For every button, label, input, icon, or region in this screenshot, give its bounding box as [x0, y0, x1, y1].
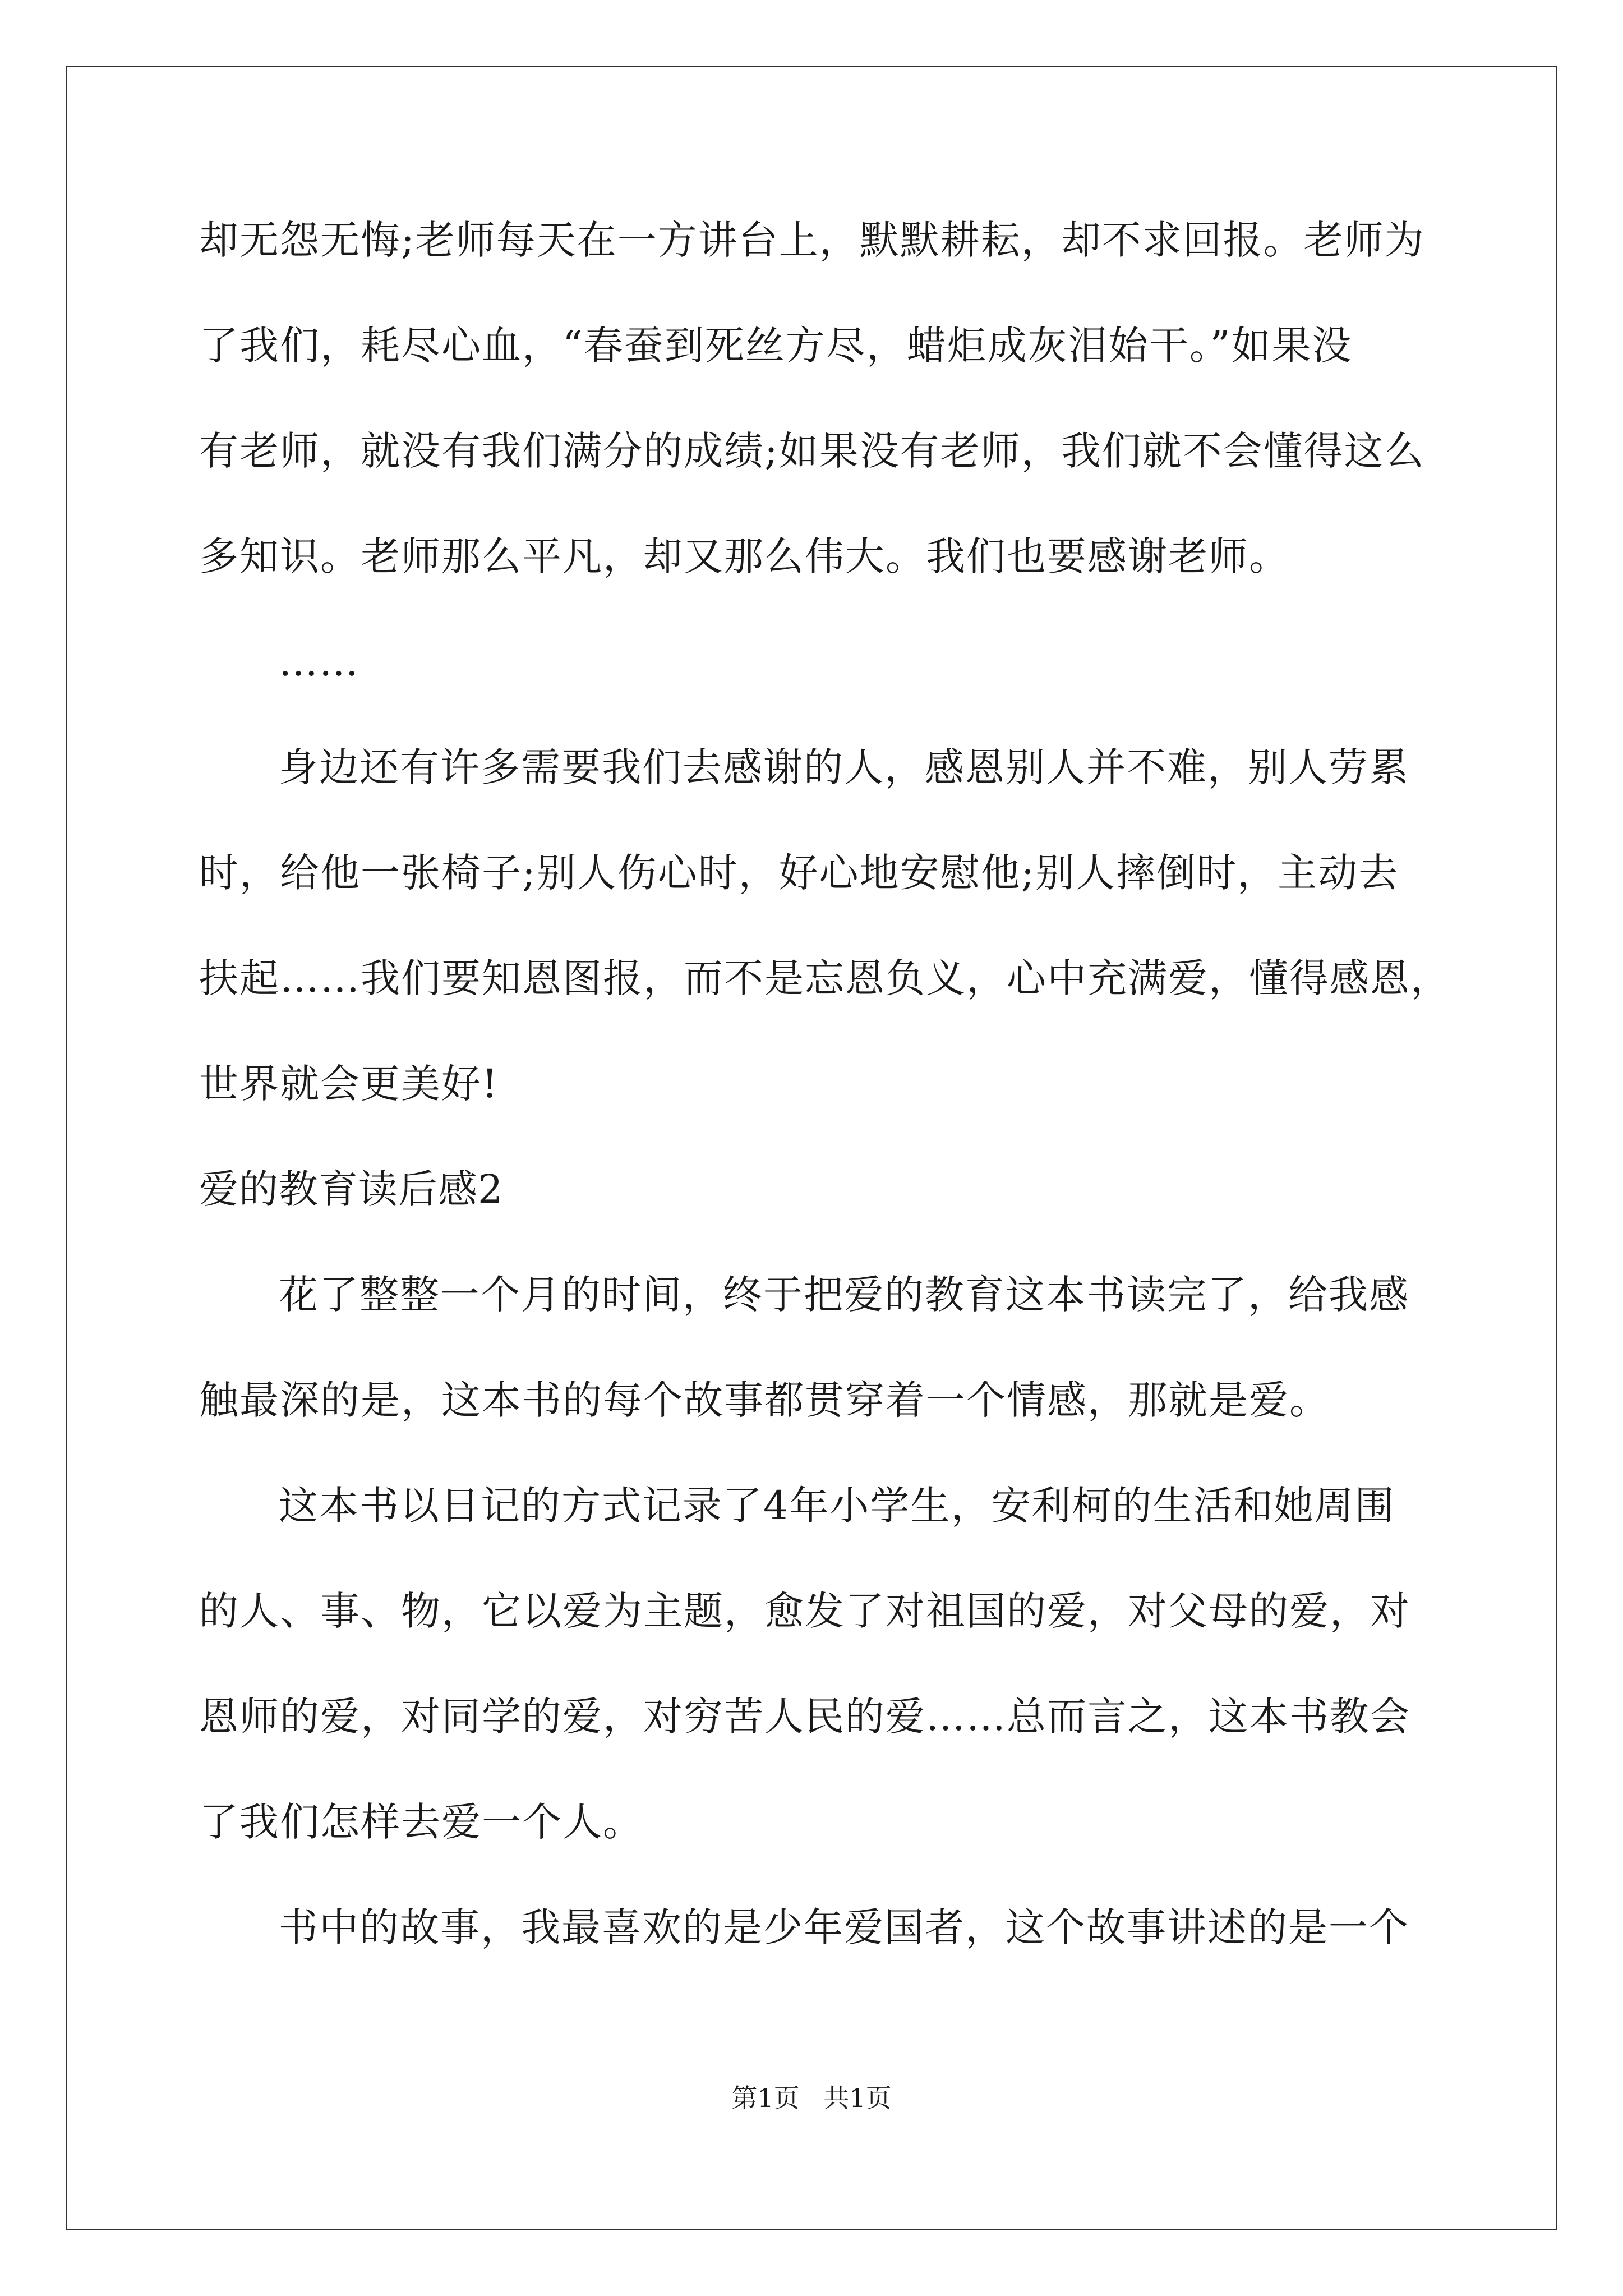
text-line: 了我们，耗尽心血，“春蚕到死丝方尽，蜡炬成灰泪始干。”如果没 — [199, 323, 1353, 369]
document-body — [199, 213, 1450, 2006]
page-number: 第1页 — [731, 2083, 800, 2113]
page-footer — [0, 2081, 1623, 2115]
text-line: 多知识。老师那么平凡，却又那么伟大。我们也要感谢老师。 — [199, 533, 1289, 579]
text-line: 扶起……我们要知恩图报，而不是忘恩负义，心中充满爱，懂得感恩， — [199, 955, 1451, 1001]
text-line: 恩师的爱，对同学的爱，对穷苦人民的爱……总而言之，这本书教会 — [199, 1694, 1410, 1740]
ellipsis-line: …… — [279, 639, 359, 685]
text-line: 身边还有许多需要我们去感谢的人，感恩别人并不难，别人劳累 — [279, 744, 1409, 790]
text-line: 触最深的是，这本书的每个故事都贯穿着一个情感，那就是爱。 — [199, 1377, 1330, 1423]
section-heading: 爱的教育读后感2 — [199, 1166, 504, 1212]
page-total: 共1页 — [823, 2083, 892, 2113]
text-line: 世界就会更美好! — [199, 1061, 499, 1107]
text-line: 了我们怎样去爱一个人。 — [199, 1799, 643, 1845]
text-line: 的人、事、物，它以爱为主题，愈发了对祖国的爱，对父母的爱，对 — [199, 1588, 1410, 1634]
text-line: 时，给他一张椅子;别人伤心时，好心地安慰他;别人摔倒时，主动去 — [199, 850, 1399, 896]
text-line: 花了整整一个月的时间，终于把爱的教育这本书读完了，给我感 — [279, 1272, 1409, 1318]
text-line: 书中的故事，我最喜欢的是少年爱国者，这个故事讲述的是一个 — [279, 1904, 1409, 1950]
text-line: 有老师，就没有我们满分的成绩;如果没有老师，我们就不会懂得这么 — [199, 428, 1425, 474]
text-line: 这本书以日记的方式记录了4年小学生，安利柯的生活和她周围 — [279, 1483, 1395, 1529]
text-line: 却无怨无悔;老师每天在一方讲台上，默默耕耘，却不求回报。老师为 — [199, 217, 1425, 263]
